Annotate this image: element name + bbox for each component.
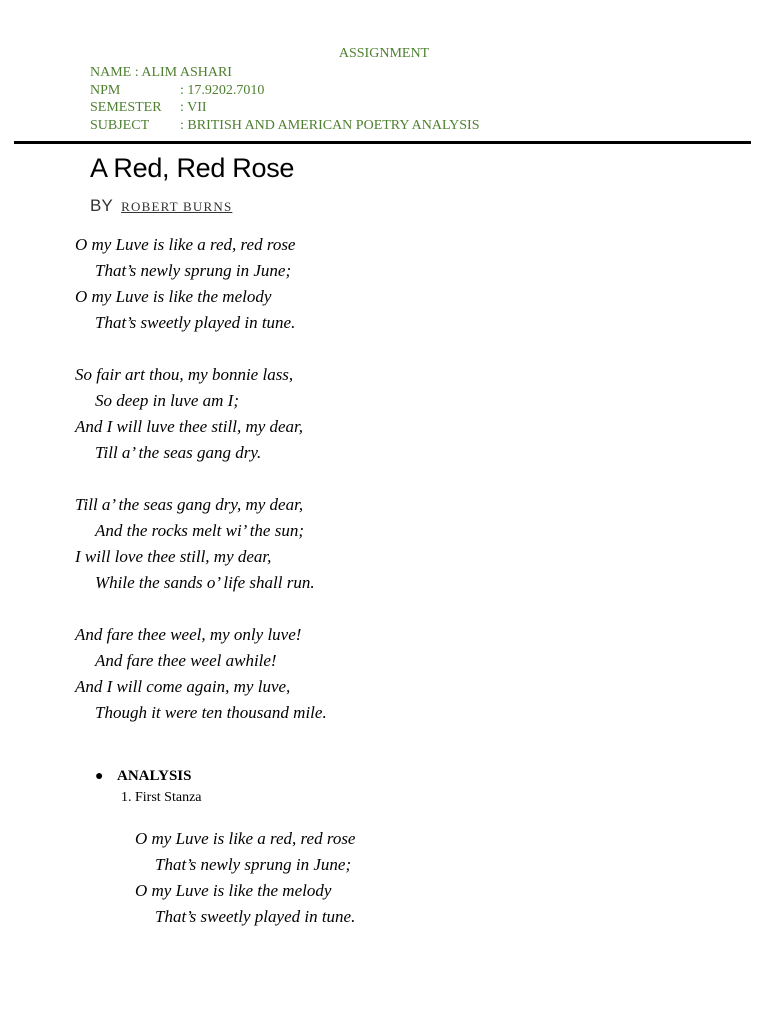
meta-row-subject: [90, 117, 480, 135]
meta-key: NAME : ALIM ASHARI: [90, 65, 232, 80]
poem-line: O my Luve is like a red, red rose: [75, 235, 296, 254]
meta-value: : BRITISH AND AMERICAN POETRY ANALYSIS: [180, 117, 480, 133]
poem-line: And the rocks melt wi’ the sun;: [95, 521, 304, 540]
poem-line: Till a’ the seas gang dry, my dear,: [75, 495, 304, 514]
meta-key: NPM: [90, 82, 121, 98]
poem-line: So fair art thou, my bonnie lass,: [75, 365, 294, 384]
meta-value: : VII: [180, 100, 207, 115]
poem-line: And fare thee weel awhile!: [95, 651, 277, 670]
meta-row-semester: [90, 99, 480, 117]
poem-line: And I will luve thee still, my dear,: [75, 417, 304, 436]
poem-line: That’s sweetly played in tune.: [155, 907, 356, 926]
header-divider: [14, 141, 751, 144]
author-link[interactable]: ROBERT BURNS: [121, 199, 233, 214]
stanza: [75, 622, 327, 726]
by-label: BY: [90, 196, 113, 215]
poem-line: O my Luve is like the melody: [135, 881, 332, 900]
bullet-icon: ●: [95, 768, 104, 784]
poem-line: And I will come again, my luve,: [75, 677, 291, 696]
poem-line: So deep in luve am I;: [95, 391, 239, 410]
stanza: [75, 492, 327, 596]
poem-line: And fare thee weel, my only luve!: [75, 625, 302, 644]
meta-value: : 17.9202.7010: [180, 82, 265, 98]
meta-row-name: [90, 64, 480, 82]
student-info: [90, 64, 480, 134]
poem-line: O my Luve is like a red, red rose: [135, 829, 356, 848]
meta-key: SUBJECT: [90, 117, 150, 133]
poem-line: O my Luve is like the melody: [75, 287, 272, 306]
poem-line: While the sands o’ life shall run.: [95, 573, 315, 592]
stanza: [75, 232, 327, 336]
poem-line: That’s newly sprung in June;: [155, 855, 352, 874]
poem-line: Till a’ the seas gang dry.: [95, 443, 262, 462]
poem-line: I will love thee still, my dear,: [75, 547, 272, 566]
poem-title: A Red, Red Rose: [90, 153, 295, 183]
analysis-heading-row: [95, 768, 202, 785]
analysis-heading: ANALYSIS: [117, 768, 192, 784]
quoted-stanza: [135, 826, 355, 930]
poem-body: [75, 232, 327, 752]
poem-line: That’s newly sprung in June;: [95, 261, 292, 280]
byline: [90, 196, 232, 216]
poem-line: Though it were ten thousand mile.: [95, 703, 327, 722]
stanza: [75, 362, 327, 466]
analysis-section: [95, 768, 202, 806]
poem-line: That’s sweetly played in tune.: [95, 313, 296, 332]
list-item: 1. First Stanza: [121, 790, 202, 805]
assignment-title: ASSIGNMENT: [338, 46, 430, 61]
meta-key: SEMESTER: [90, 100, 162, 115]
meta-row-npm: [90, 82, 480, 100]
